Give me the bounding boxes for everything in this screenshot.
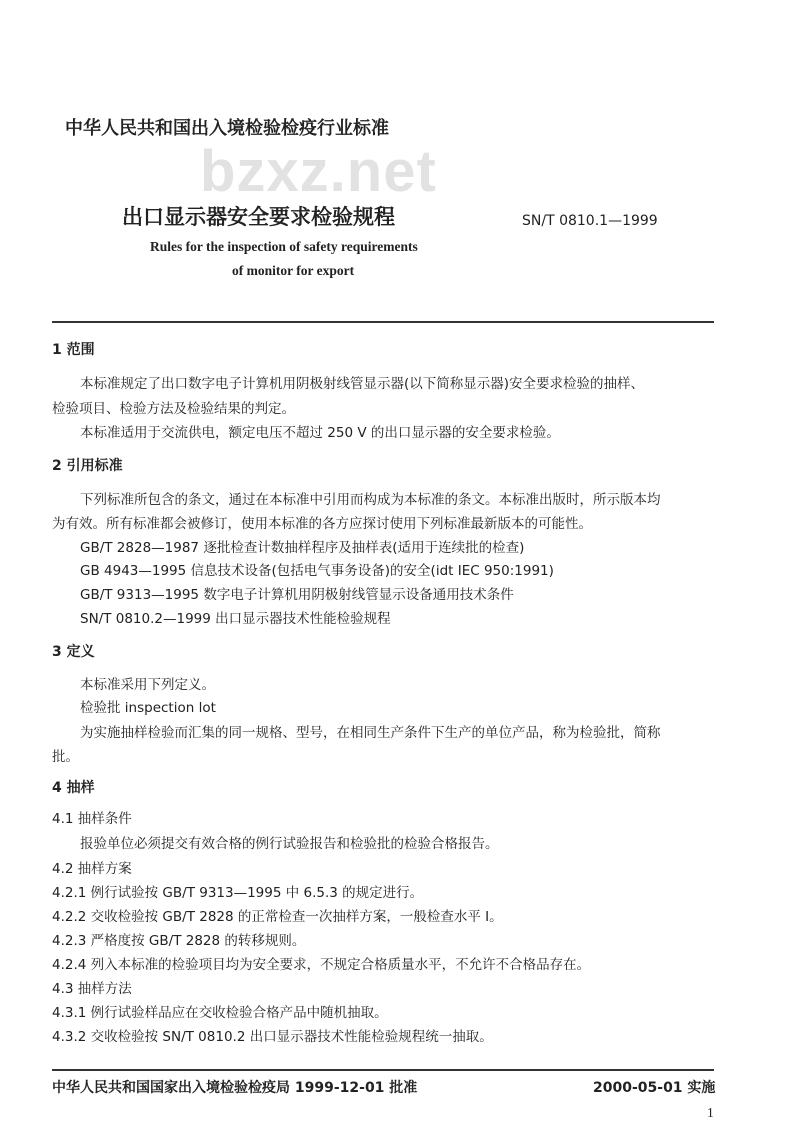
document-title: 出口显示器安全要求检验规程 (122, 205, 395, 229)
approval-statement: 中华人民共和国国家出入境检验检疫局 1999-12-01 批准 (52, 1080, 418, 1096)
section-3-heading: 3 定义 (52, 644, 95, 660)
english-title-line-2: of monitor for export (232, 263, 355, 278)
definition-term: 检验批 inspection lot (80, 700, 216, 716)
subsection-heading: 4.3 抽样方法 (52, 981, 132, 997)
footer-divider (52, 1069, 714, 1071)
subsection-heading: 4.2 抽样方案 (52, 861, 132, 877)
paragraph: 为有效。所有标准都会被修订，使用本标准的各方应探讨使用下列标准最新版本的可能性。 (52, 516, 592, 532)
clause: 4.3.2 交收检验按 SN/T 0810.2 出口显示器技术性能检验规程统一抽取。 (52, 1029, 493, 1045)
paragraph: 本标准规定了出口数字电子计算机用阴极射线管显示器(以下简称显示器)安全要求检验的抽样、 (80, 376, 645, 392)
clause: 4.2.3 严格度按 GB/T 2828 的转移规则。 (52, 933, 306, 949)
paragraph: 本标准适用于交流供电，额定电压不超过 250 V 的出口显示器的安全要求检验。 (80, 425, 560, 441)
section-1-heading: 1 范围 (52, 342, 95, 358)
standard-code: SN/T 0810.1—1999 (522, 213, 658, 229)
reference-item: GB/T 2828—1987 逐批检查计数抽样程序及抽样表(适用于连续批的检查) (80, 540, 525, 556)
header-divider (52, 321, 714, 323)
issuer-heading: 中华人民共和国出入境检验检疫行业标准 (65, 118, 389, 139)
clause: 4.2.4 列入本标准的检验项目均为安全要求，不规定合格质量水平，不允许不合格品存在。 (52, 957, 591, 973)
clause: 4.2.1 例行试验按 GB/T 9313—1995 中 6.5.3 的规定进行。 (52, 885, 424, 901)
subsection-heading: 4.1 抽样条件 (52, 811, 132, 827)
clause: 4.3.1 例行试验样品应在交收检验合格产品中随机抽取。 (52, 1005, 388, 1021)
paragraph: 为实施抽样检验而汇集的同一规格、型号，在相同生产条件下生产的单位产品，称为检验批，简称 (80, 725, 661, 741)
watermark: bzxz.net (200, 139, 437, 204)
paragraph: 下列标准所包含的条文，通过在本标准中引用而构成为本标准的条文。本标准出版时，所示版本均 (80, 492, 661, 508)
paragraph: 报验单位必须提交有效合格的例行试验报告和检验批的检验合格报告。 (80, 836, 499, 852)
page-number: 1 (707, 1105, 714, 1120)
clause: 4.2.2 交收检验按 GB/T 2828 的正常检查一次抽样方案，一般检查水平 Ⅰ。 (52, 909, 503, 925)
reference-item: GB/T 9313—1995 数字电子计算机用阴极射线管显示设备通用技术条件 (80, 587, 514, 603)
reference-item: GB 4943—1995 信息技术设备(包括电气事务设备)的安全(idt IEC 950:1991) (80, 563, 554, 579)
reference-item: SN/T 0810.2—1999 出口显示器技术性能检验规程 (80, 611, 391, 627)
paragraph: 检验项目、检验方法及检验结果的判定。 (52, 401, 295, 417)
english-title-line-1: Rules for the inspection of safety requirements (150, 239, 418, 254)
implementation-date: 2000-05-01 实施 (593, 1080, 716, 1096)
paragraph: 本标准采用下列定义。 (80, 677, 215, 693)
section-2-heading: 2 引用标准 (52, 458, 123, 474)
section-4-heading: 4 抽样 (52, 780, 95, 796)
paragraph: 批。 (52, 749, 79, 765)
